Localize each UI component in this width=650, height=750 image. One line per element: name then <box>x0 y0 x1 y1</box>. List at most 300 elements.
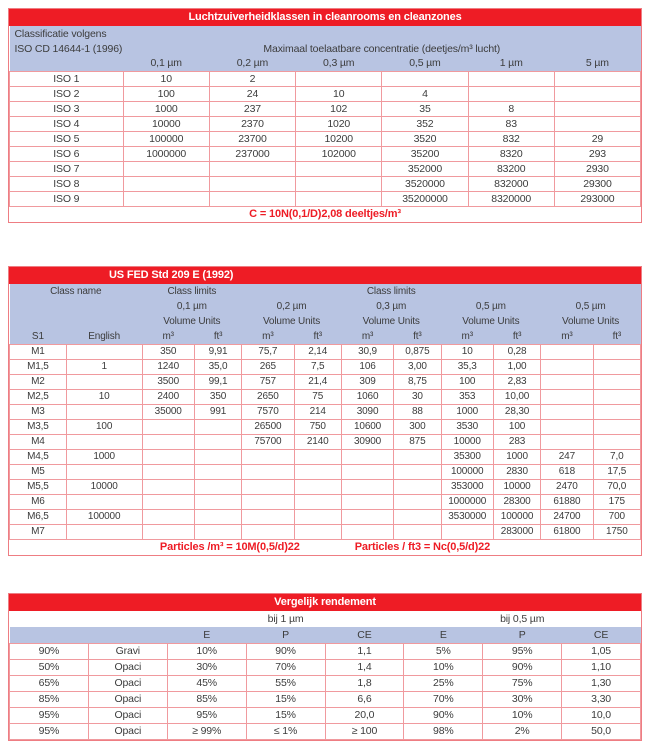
cell: 2 <box>209 71 295 86</box>
empty-header-cell <box>242 284 342 299</box>
cell: 100000 <box>493 509 540 524</box>
cell: 2650 <box>242 389 294 404</box>
cell: M1 <box>10 344 67 359</box>
cell: 50,0 <box>562 723 641 739</box>
cell <box>66 344 142 359</box>
cell: 35200000 <box>382 191 468 206</box>
cell: 2830 <box>493 464 540 479</box>
iso-table-body <box>10 71 641 206</box>
cell <box>394 449 441 464</box>
cell <box>209 191 295 206</box>
empty-header-cell <box>10 627 168 643</box>
table-row <box>10 707 641 723</box>
cell <box>541 404 593 419</box>
cell: 102 <box>296 101 382 116</box>
empty-header-cell <box>10 299 143 314</box>
ft3-unit-header: ft³ <box>294 329 341 344</box>
cell: M5,5 <box>10 479 67 494</box>
table-row <box>10 434 641 449</box>
cell: 1020 <box>296 116 382 131</box>
cell: 10% <box>167 643 246 659</box>
cell: 9,91 <box>194 344 241 359</box>
cell: M4,5 <box>10 449 67 464</box>
cell: 35 <box>382 101 468 116</box>
table-row <box>10 146 641 161</box>
cell: M3 <box>10 404 67 419</box>
cell: 265 <box>242 359 294 374</box>
class-limits-header: Class limits <box>341 284 441 299</box>
fed-std-table-title: US FED Std 209 E (1992) <box>9 267 641 284</box>
cell: ≥ 99% <box>167 723 246 739</box>
cell: 10200 <box>296 131 382 146</box>
cell: 2140 <box>294 434 341 449</box>
cell: 352 <box>382 116 468 131</box>
cell <box>296 161 382 176</box>
cell: 98% <box>404 723 483 739</box>
cell: 1750 <box>593 524 640 539</box>
size-column-header: 0,2 µm <box>209 56 295 71</box>
cell: M5 <box>10 464 67 479</box>
table-row <box>10 71 641 86</box>
cell: 214 <box>294 404 341 419</box>
cell <box>194 419 241 434</box>
cell: 1000 <box>123 101 209 116</box>
cell: 757 <box>242 374 294 389</box>
cell: 100000 <box>123 131 209 146</box>
empty-header-cell <box>441 284 541 299</box>
volume-units-header: Volume Units <box>541 314 641 329</box>
cell <box>142 464 194 479</box>
table-row <box>10 86 641 101</box>
cell <box>341 524 393 539</box>
cell: M4 <box>10 434 67 449</box>
cell <box>593 434 640 449</box>
cell: 15% <box>246 707 325 723</box>
cell: M7 <box>10 524 67 539</box>
cell <box>593 344 640 359</box>
cell <box>541 359 593 374</box>
cell: 1240 <box>142 359 194 374</box>
cell: 29 <box>554 131 640 146</box>
table-row <box>10 675 641 691</box>
size-column-header: 5 µm <box>554 56 640 71</box>
cell: 283 <box>493 434 540 449</box>
table-row <box>10 419 641 434</box>
table-row <box>10 359 641 374</box>
cell: 175 <box>593 494 640 509</box>
cell <box>554 116 640 131</box>
cell: 3520000 <box>382 176 468 191</box>
cell: 7570 <box>242 404 294 419</box>
col-header-E: E <box>404 627 483 643</box>
table-row <box>10 374 641 389</box>
cell: 10600 <box>341 419 393 434</box>
cell <box>394 479 441 494</box>
table-row <box>10 659 641 675</box>
table-row <box>10 494 641 509</box>
cell: 3530 <box>441 419 493 434</box>
cell: 20,0 <box>325 707 404 723</box>
cell <box>66 524 142 539</box>
cell: 3530000 <box>441 509 493 524</box>
cell: Opaci <box>88 723 167 739</box>
cell <box>66 374 142 389</box>
table-row <box>10 723 641 739</box>
m3-unit-header: m³ <box>242 329 294 344</box>
cell <box>209 176 295 191</box>
empty-header-cell <box>10 611 168 627</box>
cell <box>296 71 382 86</box>
cell: 15% <box>246 691 325 707</box>
m3-unit-header: m³ <box>341 329 393 344</box>
iso-table-footer <box>10 206 641 222</box>
ft3-unit-header: ft³ <box>194 329 241 344</box>
cell <box>194 464 241 479</box>
cell <box>468 71 554 86</box>
fed-std-table-footer <box>10 539 641 555</box>
table-row <box>10 643 641 659</box>
cell <box>66 464 142 479</box>
iso-table-section <box>8 8 642 223</box>
cell: 247 <box>541 449 593 464</box>
cell <box>341 464 393 479</box>
cell: 618 <box>541 464 593 479</box>
cell: 102000 <box>296 146 382 161</box>
cell: 45% <box>167 675 246 691</box>
cell: 237 <box>209 101 295 116</box>
cell: 3,30 <box>562 691 641 707</box>
cell: 65% <box>10 675 89 691</box>
cell: 95% <box>167 707 246 723</box>
cell: 70% <box>246 659 325 675</box>
cell <box>209 161 295 176</box>
cell <box>341 494 393 509</box>
cell: 100000 <box>441 464 493 479</box>
cell <box>394 524 441 539</box>
cell: ISO 9 <box>10 191 124 206</box>
table-row <box>10 161 641 176</box>
cell: 1000 <box>66 449 142 464</box>
cell: Opaci <box>88 707 167 723</box>
cell: 700 <box>593 509 640 524</box>
cell: 10 <box>296 86 382 101</box>
fed-std-table <box>9 284 641 555</box>
cell <box>593 359 640 374</box>
cell: 2% <box>483 723 562 739</box>
spacer <box>8 556 642 593</box>
cell: ISO 6 <box>10 146 124 161</box>
cell <box>593 404 640 419</box>
group-header-05um: bij 0,5 µm <box>404 611 641 627</box>
cell: 300 <box>394 419 441 434</box>
cell: 10000 <box>123 116 209 131</box>
cell: 2400 <box>142 389 194 404</box>
cell: 350 <box>142 344 194 359</box>
cell <box>142 494 194 509</box>
cell: Gravi <box>88 643 167 659</box>
cell <box>142 524 194 539</box>
efficiency-table-title: Vergelijk rendement <box>9 594 641 611</box>
cell: 4 <box>382 86 468 101</box>
cell: 28300 <box>493 494 540 509</box>
cell: 7,0 <box>593 449 640 464</box>
cell: 1000000 <box>123 146 209 161</box>
cell: 1,30 <box>562 675 641 691</box>
volume-units-header: Volume Units <box>242 314 342 329</box>
cell <box>541 344 593 359</box>
cell: ≥ 100 <box>325 723 404 739</box>
cell <box>242 494 294 509</box>
iso-table <box>9 26 641 222</box>
cell: 30% <box>167 659 246 675</box>
cell <box>142 509 194 524</box>
m3-unit-header: m³ <box>142 329 194 344</box>
cell: 1,05 <box>562 643 641 659</box>
fed-formula-row <box>10 539 641 555</box>
cell: 875 <box>394 434 441 449</box>
cell: 2930 <box>554 161 640 176</box>
cell: 95% <box>10 707 89 723</box>
table-row <box>10 131 641 146</box>
cell: 353 <box>441 389 493 404</box>
table-row <box>10 344 641 359</box>
cell: 100 <box>123 86 209 101</box>
fed-std-table-body <box>10 344 641 539</box>
cell: 90% <box>404 707 483 723</box>
concentration-header: Maximaal toelaatbare concentratie (deetjes/m³ lucht) <box>123 41 640 56</box>
cell: ISO 4 <box>10 116 124 131</box>
m3-unit-header: m³ <box>441 329 493 344</box>
cell: 75 <box>294 389 341 404</box>
cell: Opaci <box>88 691 167 707</box>
cell: 352000 <box>382 161 468 176</box>
cell: 350 <box>194 389 241 404</box>
col-header-CE: CE <box>325 627 404 643</box>
table-row <box>10 524 641 539</box>
cell: 99,1 <box>194 374 241 389</box>
table-row <box>10 509 641 524</box>
cell: 1000 <box>493 449 540 464</box>
m3-unit-header: m³ <box>541 329 593 344</box>
cell: 95% <box>10 723 89 739</box>
cell: 25% <box>404 675 483 691</box>
cell: 8320000 <box>468 191 554 206</box>
cell: 28,30 <box>493 404 540 419</box>
cell: 1,1 <box>325 643 404 659</box>
cell <box>441 524 493 539</box>
class-name-header: Class name <box>10 284 143 299</box>
col-header-CE: CE <box>562 627 641 643</box>
cell <box>294 479 341 494</box>
cell: 237000 <box>209 146 295 161</box>
cell <box>541 374 593 389</box>
table-row <box>10 176 641 191</box>
cell: 750 <box>294 419 341 434</box>
cell <box>123 161 209 176</box>
volume-units-header: Volume Units <box>441 314 541 329</box>
cell <box>554 71 640 86</box>
size-column-header: 0,5 µm <box>382 56 468 71</box>
size-group-header: 0,2 µm <box>242 299 342 314</box>
cell <box>554 101 640 116</box>
fed-formula-ft3: Particles / ft3 = Nc(0,5/d)22 <box>354 541 491 554</box>
cell <box>194 494 241 509</box>
cell: 61880 <box>541 494 593 509</box>
cell: 3520 <box>382 131 468 146</box>
group-header-1um: bij 1 µm <box>167 611 404 627</box>
cell: ISO 1 <box>10 71 124 86</box>
cell <box>142 434 194 449</box>
cell <box>142 419 194 434</box>
cell <box>242 464 294 479</box>
cell: 8320 <box>468 146 554 161</box>
cell <box>296 191 382 206</box>
cell: 70% <box>404 691 483 707</box>
iso-table-title: Luchtzuiverheidklassen in cleanrooms en cleanzones <box>9 9 641 26</box>
cell <box>194 524 241 539</box>
cell: 17,5 <box>593 464 640 479</box>
cell: 30900 <box>341 434 393 449</box>
english-column-header: English <box>66 329 142 344</box>
cell: M1,5 <box>10 359 67 374</box>
cell <box>66 494 142 509</box>
cell: 75,7 <box>242 344 294 359</box>
table-row <box>10 101 641 116</box>
cell: 1000 <box>441 404 493 419</box>
ft3-unit-header: ft³ <box>593 329 640 344</box>
cell: M6,5 <box>10 509 67 524</box>
size-column-header: 0,1 µm <box>123 56 209 71</box>
cell: 991 <box>194 404 241 419</box>
cell: 283000 <box>493 524 540 539</box>
cell: M6 <box>10 494 67 509</box>
classification-label-line1: Classificatie volgens <box>10 26 641 41</box>
col-header-P: P <box>483 627 562 643</box>
cell: 30% <box>483 691 562 707</box>
cell <box>294 449 341 464</box>
cell <box>294 464 341 479</box>
efficiency-table-body <box>10 643 641 739</box>
cell: ISO 5 <box>10 131 124 146</box>
cell: 35200 <box>382 146 468 161</box>
cell: 35000 <box>142 404 194 419</box>
cell: 90% <box>10 643 89 659</box>
cell <box>294 494 341 509</box>
cell <box>554 86 640 101</box>
cell: 55% <box>246 675 325 691</box>
cell <box>296 176 382 191</box>
cell: 85% <box>167 691 246 707</box>
cell: ≤ 1% <box>246 723 325 739</box>
cell: 90% <box>483 659 562 675</box>
cell: 0,28 <box>493 344 540 359</box>
cell <box>294 509 341 524</box>
cell: 21,4 <box>294 374 341 389</box>
cell: 30 <box>394 389 441 404</box>
volume-units-header: Volume Units <box>142 314 242 329</box>
cell: M2,5 <box>10 389 67 404</box>
cell <box>66 434 142 449</box>
cell: 10 <box>441 344 493 359</box>
cell: 7,5 <box>294 359 341 374</box>
table-row <box>10 116 641 131</box>
cell <box>242 449 294 464</box>
cell: 90% <box>246 643 325 659</box>
cell <box>541 389 593 404</box>
cell: 2,14 <box>294 344 341 359</box>
cell <box>66 404 142 419</box>
table-row <box>10 691 641 707</box>
cell: 10 <box>66 389 142 404</box>
cell <box>194 479 241 494</box>
fed-std-table-header <box>10 284 641 344</box>
cell: M2 <box>10 374 67 389</box>
cell: 1000000 <box>441 494 493 509</box>
cell: 75700 <box>242 434 294 449</box>
cell: 83 <box>468 116 554 131</box>
spacer <box>8 223 642 266</box>
empty-header-cell <box>10 56 124 71</box>
s1-column-header: S1 <box>10 329 67 344</box>
cell: 293 <box>554 146 640 161</box>
cell: 24 <box>209 86 295 101</box>
cell: 70,0 <box>593 479 640 494</box>
cell: ISO 8 <box>10 176 124 191</box>
cell: ISO 2 <box>10 86 124 101</box>
cell <box>341 509 393 524</box>
efficiency-table-section <box>8 593 642 741</box>
fed-std-table-section <box>8 266 642 556</box>
classification-label-line2: ISO CD 14644-1 (1996) <box>10 41 124 56</box>
cell <box>242 524 294 539</box>
cell: 10% <box>483 707 562 723</box>
cell: 3500 <box>142 374 194 389</box>
table-row <box>10 449 641 464</box>
cell: 50% <box>10 659 89 675</box>
cell: 61800 <box>541 524 593 539</box>
cell <box>394 494 441 509</box>
cell: 35,3 <box>441 359 493 374</box>
cell <box>382 71 468 86</box>
size-group-header: 0,5 µm <box>541 299 641 314</box>
cell: 2,83 <box>493 374 540 389</box>
ft3-unit-header: ft³ <box>394 329 441 344</box>
cell: 832 <box>468 131 554 146</box>
cell: 35300 <box>441 449 493 464</box>
cell: 100 <box>493 419 540 434</box>
empty-header-cell <box>541 284 641 299</box>
cell: 8,75 <box>394 374 441 389</box>
cell <box>194 434 241 449</box>
cell <box>294 524 341 539</box>
class-limits-header: Class limits <box>142 284 242 299</box>
cell: 83200 <box>468 161 554 176</box>
table-row <box>10 191 641 206</box>
cell: 1,00 <box>493 359 540 374</box>
fed-formula-m3: Particles /m³ = 10M(0,5/d)22 <box>159 541 300 554</box>
cell <box>593 419 640 434</box>
cell: 95% <box>483 643 562 659</box>
cell <box>541 434 593 449</box>
cell <box>341 479 393 494</box>
table-row <box>10 404 641 419</box>
cell: 1,10 <box>562 659 641 675</box>
cell: 85% <box>10 691 89 707</box>
cell: 832000 <box>468 176 554 191</box>
col-header-E: E <box>167 627 246 643</box>
cell: 309 <box>341 374 393 389</box>
cell: 10,0 <box>562 707 641 723</box>
